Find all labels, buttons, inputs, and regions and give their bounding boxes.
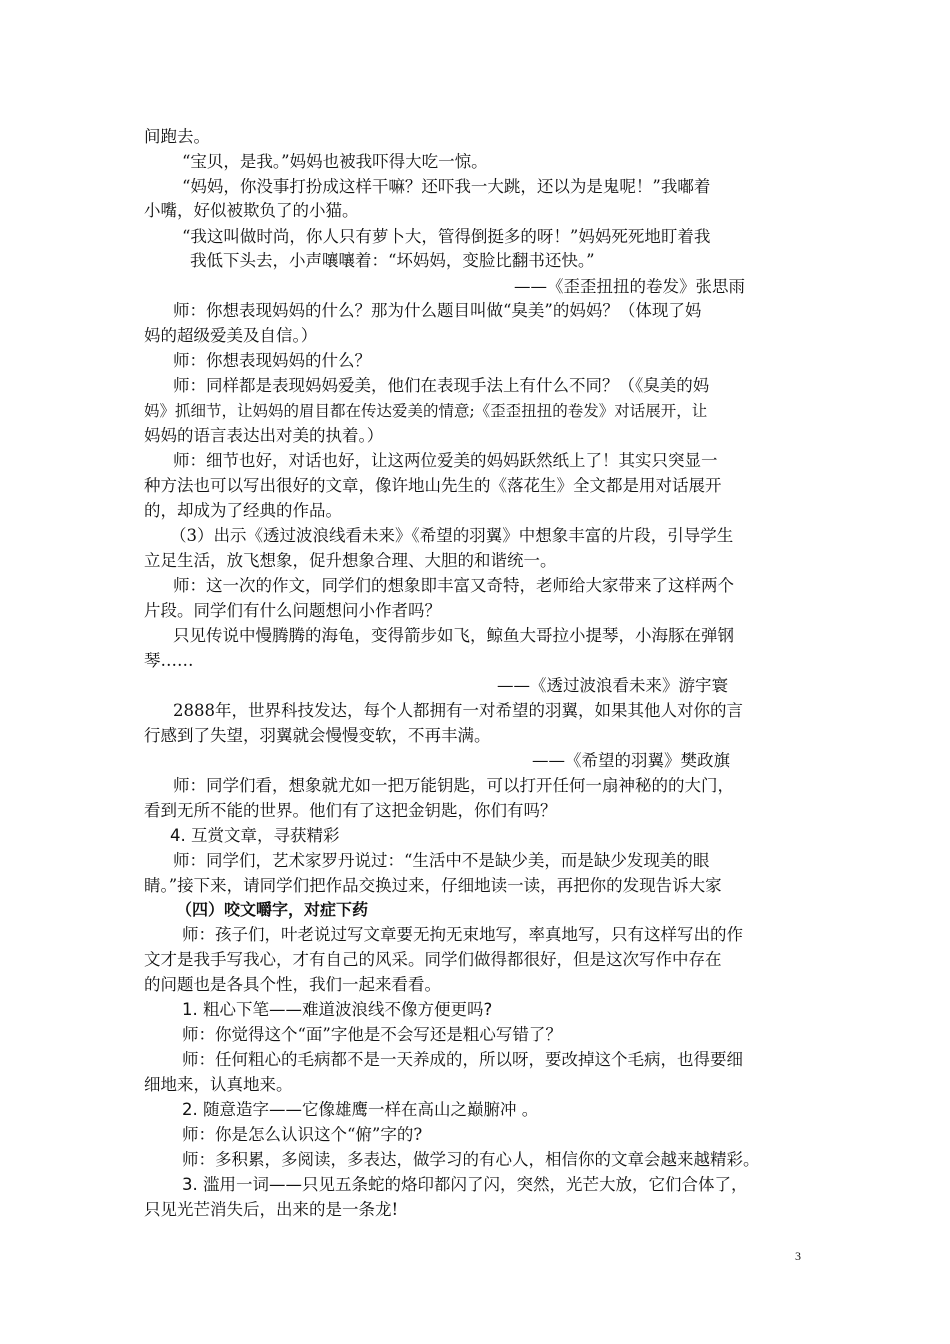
text-line: “妈妈，你没事打扮成这样干嘛？还吓我一大跳，还以为是鬼呢！”我嘟着 [182,177,711,196]
text-line: 师：任何粗心的毛病都不是一天养成的，所以呀，要改掉这个毛病，也得要细 [182,1050,743,1069]
text-line: 看到无所不能的世界。他们有了这把金钥匙，你们有吗？ [144,801,557,820]
section-heading: （四）咬文嚼字，对症下药 [176,900,369,919]
citation-line: ——《透过波浪看未来》游宇寰 [497,676,728,695]
text-line: （3）出示《透过波浪线看未来》《希望的羽翼》中想象丰富的片段，引导学生 [170,526,734,545]
citation-line: ——《希望的羽翼》樊政旗 [532,751,730,770]
text-line: 睛。”接下来，请同学们把作品交换过来，仔细地读一读，再把你的发现告诉大家 [144,876,722,895]
text-line: 种方法也可以写出很好的文章，像许地山先生的《落花生》全文都是用对话展开 [144,476,722,495]
text-line: 师：你觉得这个“面”字他是不会写还是粗心写错了？ [182,1025,562,1044]
text-line: 琴…… [144,651,194,670]
text-line: 2888年，世界科技发达，每个人都拥有一对希望的羽翼，如果其他人对你的言 [173,701,743,720]
citation-line: ——《歪歪扭扭的卷发》张思雨 [514,277,745,296]
text-line: 的问题也是各具个性，我们一起来看看。 [144,975,441,994]
text-line: “我这叫做时尚，你人只有萝卜大，管得倒挺多的呀！”妈妈死死地盯着我 [182,227,711,246]
text-line: 文才是我手写我心，才有自己的风采。同学们做得都很好，但是这次写作中存在 [144,950,722,969]
text-line: 小嘴，好似被欺负了的小猫。 [144,201,359,220]
text-line: 间跑去。 [144,127,210,146]
subsection-heading: 2. 随意造字——它像雄鹰一样在高山之巅腑冲 。 [182,1100,539,1119]
text-line: 妈妈的语言表达出对美的执着。） [144,426,384,445]
page-number: 3 [795,1249,801,1263]
text-line: 师：你是怎么认识这个“俯”字的? [182,1125,423,1144]
section-heading: 4. 互赏文章，寻获精彩 [170,826,340,845]
text-line: 妈的超级爱美及自信。） [144,326,318,345]
text-line: 只见光芒消失后，出来的是一条龙! [144,1200,399,1219]
text-line: 片段。同学们有什么问题想问小作者吗？ [144,601,441,620]
text-line: 行感到了失望，羽翼就会慢慢变软，不再丰满。 [144,726,491,745]
subsection-heading: 3. 滥用一词——只见五条蛇的烙印都闪了闪，突然，光芒大放，它们合体了， [182,1175,748,1194]
text-line: 师：同样都是表现妈妈爱美，他们在表现手法上有什么不同？（《臭美的妈 [173,376,710,395]
text-line: 师：多积累，多阅读，多表达，做学习的有心人，相信你的文章会越来越精彩。 [182,1150,760,1169]
text-line: 细地来，认真地来。 [144,1075,293,1094]
text-line: “宝贝，是我。”妈妈也被我吓得大吃一惊。 [182,152,488,171]
text-line: 师：同学们看，想象就尤如一把万能钥匙，可以打开任何一扇神秘的的大门， [173,776,734,795]
subsection-heading: 1. 粗心下笔——难道波浪线不像方便更吗? [182,1000,493,1019]
text-line: 师：同学们，艺术家罗丹说过：“生活中不是缺少美，而是缺少发现美的眼 [173,851,710,870]
text-line: 师：这一次的作文，同学们的想象即丰富又奇特，老师给大家带来了这样两个 [173,576,734,595]
text-line: 师：细节也好，对话也好，让这两位爱美的妈妈跃然纸上了！其实只突显一 [173,451,718,470]
text-line: 师：孩子们，叶老说过写文章要无拘无束地写，率真地写，只有这样写出的作 [182,925,743,944]
text-line: 的，却成为了经典的作品。 [144,501,342,520]
text-line: 师：你想表现妈妈的什么？ [173,351,371,370]
text-line: 师：你想表现妈妈的什么？那为什么题目叫做“臭美”的妈妈？（体现了妈 [173,301,702,320]
text-line: 立足生活，放飞想象，促升想象合理、大胆的和谐统一。 [144,551,557,570]
text-line: 妈》抓细节，让妈妈的眉目都在传达爱美的情意;《歪歪扭扭的卷发》对话展开，让 [144,402,708,420]
text-line: 只见传说中慢腾腾的海龟，变得箭步如飞，鲸鱼大哥拉小提琴，小海豚在弹钢 [173,626,734,645]
text-line: 我低下头去，小声嚷嚷着：“坏妈妈，变脸比翻书还快。” [190,251,595,270]
